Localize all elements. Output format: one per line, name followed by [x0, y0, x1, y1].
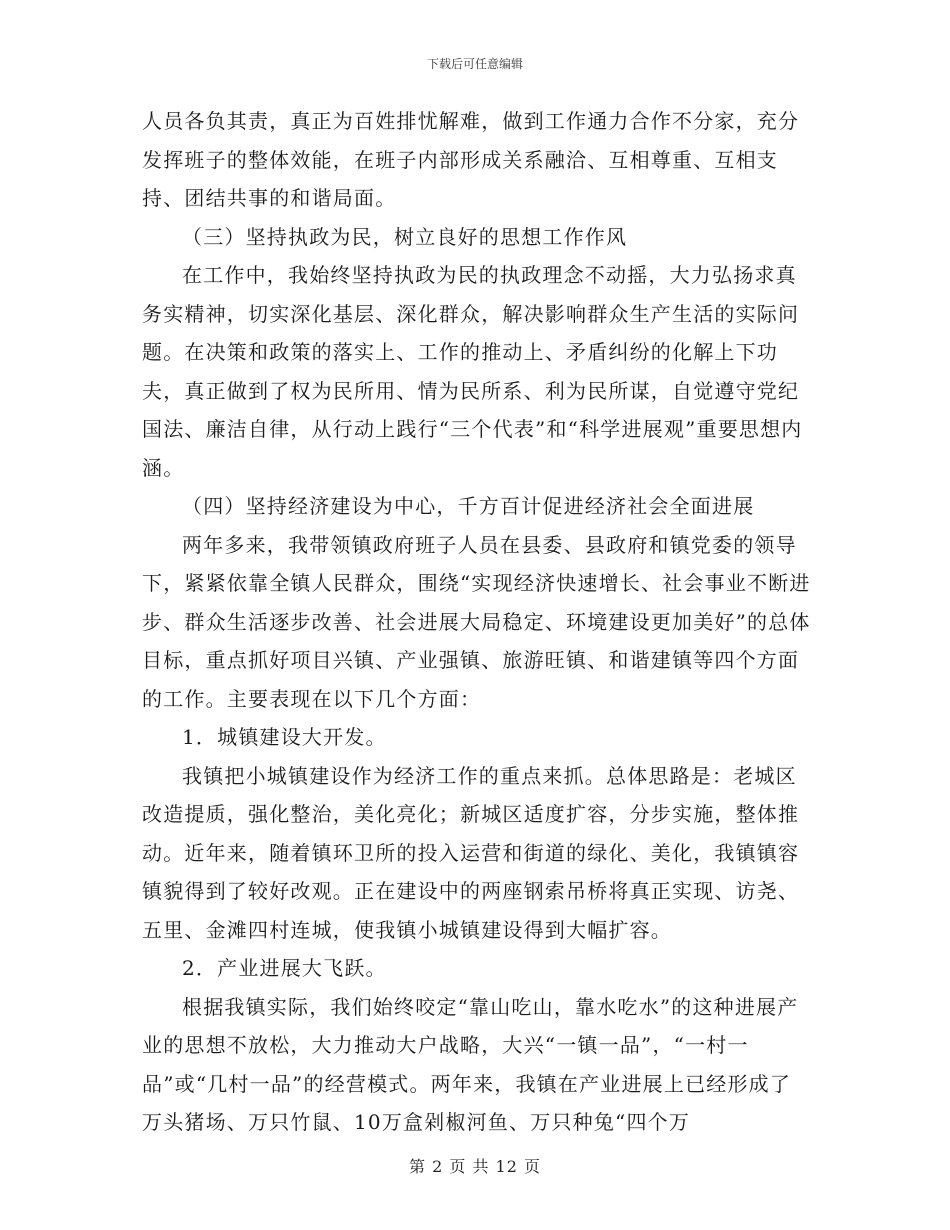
document-body	[142, 102, 812, 1142]
paragraph: 我镇把小城镇建设作为经济工作的重点来抓。总体思路是：老城区改造提质，强化整治，美化亮化；新城区适度扩容，分步实施，整体推动。近年来，随着镇环卫所的投入运营和街道的绿化、美化，我镇镇容镇貌得到了较好改观。正在建设中的两座钢索吊桥将真正实现、访尧、五里、金滩四村连城，使我镇小城镇建设得到大幅扩容。	[142, 763, 800, 942]
page-header: 下载后可任意编辑	[426, 57, 523, 71]
subsection-heading-1: 1．城镇建设大开发。	[182, 725, 387, 749]
subsection-heading-2: 2．产业进展大飞跃。	[182, 956, 387, 980]
paragraph: 在工作中，我始终坚持执政为民的执政理念不动摇，大力弘扬求真务实精神，切实深化基层、深化群众，解决影响群众生产生活的实际问题。在决策和政策的落实上、工作的推动上、矛盾纠纷的化解上下功夫，真正做到了权为民所用、情为民所系、利为民所谋，自觉遵守党纪国法、廉洁自律，从行动上践行“三个代表”和“科学进展观”重要思想内涵。	[142, 263, 803, 480]
section-heading-3: （三）坚持执政为民，树立良好的思想工作作风	[182, 224, 628, 249]
paragraph-continuation: 人员各负其责，真正为百姓排忧解难，做到工作通力合作不分家，充分发挥班子的整体效能，在班子内部形成关系融洽、互相尊重、互相支持、团结共事的和谐局面。	[142, 109, 800, 210]
section-heading-4: （四）坚持经济建设为中心，千方百计促进经济社会全面进展	[182, 494, 755, 518]
paragraph: 两年多来，我带领镇政府班子人员在县委、县政府和镇党委的领导下，紧紧依靠全镇人民群众，围绕“实现经济快速增长、社会事业不断进步、群众生活逐步改善、社会进展大局稳定、环境建设更加美好”的总体目标，重点抓好项目兴镇、产业强镇、旅游旺镇、和谐建镇等四个方面的工作。主要表现在以下几个方面：	[142, 532, 811, 711]
page-footer: 第 2 页 共 12 页	[409, 1157, 541, 1176]
paragraph: 根据我镇实际，我们始终咬定“靠山吃山，靠水吃水”的这种进展产业的思想不放松，大力推动大户战略，大兴“一镇一品”，“一村一品”或“几村一品”的经营模式。两年来，我镇在产业进展上已经形成了万头猪场、万只竹鼠、10万盒剁椒河鱼、万只种兔“四个万	[142, 994, 799, 1134]
